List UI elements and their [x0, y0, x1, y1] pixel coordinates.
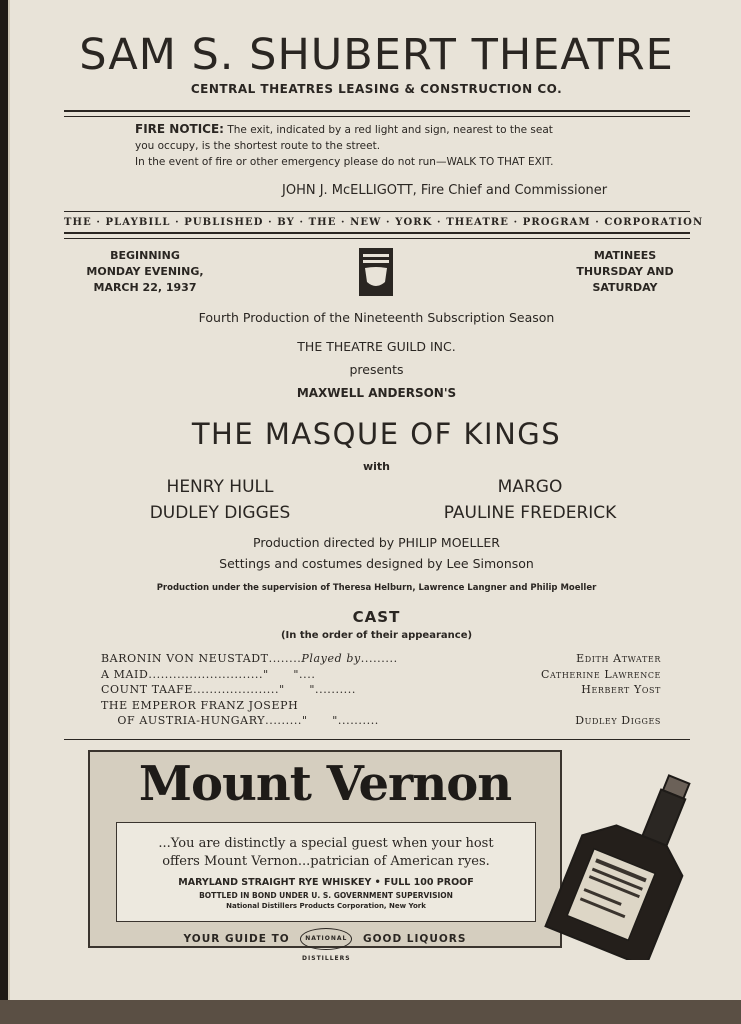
opening-date	[70, 248, 220, 296]
playbill-publisher-line: THE · PLAYBILL · PUBLISHED · BY · THE · NEW · YORK · THEATRE · PROGRAM · CORPORATION	[64, 217, 704, 228]
cast-note: (In the order of their appearance)	[280, 630, 473, 641]
star-dudley-digges: DUDLEY DIGGES	[149, 503, 291, 523]
playbill-logo-icon	[359, 248, 393, 296]
cast-leader: ........	[268, 652, 302, 665]
fire-notice	[135, 121, 695, 170]
designer-credit: Settings and costumes designed by Lee Simonson	[219, 556, 534, 571]
matinee-line-3: SATURDAY	[592, 281, 658, 294]
play-title: THE MASQUE OF KINGS	[191, 417, 562, 451]
stars-left	[110, 474, 330, 526]
cast-played-by: Played by	[301, 652, 361, 665]
presents-line: presents	[349, 362, 404, 377]
matinee-schedule	[550, 248, 700, 296]
ad-tagline-1: ...You are distinctly a special guest when your host	[158, 836, 494, 851]
cast-ditto: " "	[279, 683, 315, 696]
divider	[64, 739, 690, 740]
cast-actor: Edith Atwater	[576, 652, 661, 665]
cast-leader: ..........	[315, 683, 356, 696]
cast-leader: .........	[265, 714, 303, 727]
fire-notice-label: FIRE NOTICE:	[135, 122, 224, 136]
ad-spec-3: National Distillers Products Corporation, New York	[226, 902, 426, 910]
season-line: Fourth Production of the Nineteenth Subscription Season	[198, 310, 555, 325]
ad-guide-right: GOOD LIQUORS	[362, 933, 467, 945]
playwright: MAXWELL ANDERSON'S	[296, 386, 457, 400]
cast-leader: ............................	[148, 667, 264, 681]
matinee-line-2: THURSDAY AND	[576, 265, 674, 278]
ad-spec-1: MARYLAND STRAIGHT RYE WHISKEY • FULL 100 PROOF	[178, 877, 474, 888]
national-distillers-seal-icon: NATIONAL DISTILLERS	[300, 928, 352, 950]
divider	[64, 110, 690, 117]
divider	[64, 232, 690, 239]
ad-brand: Mount Vernon	[138, 756, 512, 812]
ad-tagline-2: offers Mount Vernon...patrician of American ryes.	[162, 854, 490, 869]
cast-heading: CAST	[352, 608, 401, 626]
mount-vernon-ad	[88, 750, 562, 962]
ad-copy-box	[116, 822, 536, 922]
cast-leader: .....................	[193, 683, 280, 696]
playbill-page	[8, 0, 741, 1000]
cast-leader: ....	[299, 667, 316, 681]
ad-tagline	[117, 835, 535, 871]
cast-actor: Herbert Yost	[581, 683, 661, 696]
star-margo: MARGO	[497, 477, 563, 497]
divider	[64, 211, 690, 212]
opening-line-2: MONDAY EVENING,	[86, 265, 204, 278]
theatre-name: SAM S. SHUBERT THEATRE	[79, 30, 674, 80]
star-henry-hull: HENRY HULL	[166, 477, 274, 497]
page-edge	[0, 1000, 741, 1024]
cast-row	[101, 698, 661, 714]
ad-guide-left: YOUR GUIDE TO	[183, 933, 290, 945]
cast-leader: .........	[360, 652, 398, 665]
supervision-credit: Production under the supervision of Theresa Helburn, Lawrence Langner and Philip Moeller	[156, 583, 597, 593]
opening-line-3: MARCH 22, 1937	[93, 281, 197, 294]
opening-line-1: BEGINNING	[110, 249, 180, 262]
cast-role: OF AUSTRIA-HUNGARY	[101, 714, 266, 727]
cast-ditto: " "	[302, 714, 338, 727]
cast-role: BARONIN VON NEUSTADT	[101, 652, 269, 665]
ad-guide-line	[90, 928, 560, 962]
cast-row	[101, 682, 661, 698]
fire-notice-text-1: The exit, indicated by a red light and sign, nearest to the seat	[227, 124, 553, 136]
cast-row	[101, 713, 661, 729]
cast-list	[101, 651, 661, 729]
cast-actor: Catherine Lawrence	[540, 667, 661, 681]
leasing-company: CENTRAL THEATRES LEASING & CONSTRUCTION CO.	[190, 82, 563, 96]
with-line: with	[362, 460, 391, 473]
cast-actor: Dudley Digges	[575, 714, 661, 727]
fire-notice-text-2: you occupy, is the shortest route to the street.	[135, 140, 381, 152]
ad-spec-2: BOTTLED IN BOND UNDER U. S. GOVERNMENT SUPERVISION	[199, 891, 453, 900]
director-credit: Production directed by PHILIP MOELLER	[253, 535, 500, 550]
cast-leader: ..........	[337, 714, 379, 727]
star-pauline-frederick: PAULINE FREDERICK	[443, 503, 617, 523]
producer: THE THEATRE GUILD INC.	[297, 339, 456, 354]
cast-role: COUNT TAAFE	[101, 683, 194, 696]
cast-ditto: " "	[263, 667, 300, 681]
whiskey-bottle-icon	[530, 760, 700, 960]
cast-row	[101, 651, 661, 667]
stars-right	[410, 474, 650, 526]
fire-chief: JOHN J. McELLIGOTT, Fire Chief and Commissioner	[282, 183, 608, 198]
cast-row	[101, 667, 661, 683]
fire-notice-text-3: In the event of fire or other emergency please do not run—WALK TO THAT EXIT.	[135, 156, 554, 168]
matinee-line-1: MATINEES	[593, 249, 657, 262]
cast-role: THE EMPEROR FRANZ JOSEPH	[101, 698, 299, 712]
cast-role: A MAID	[101, 667, 149, 681]
